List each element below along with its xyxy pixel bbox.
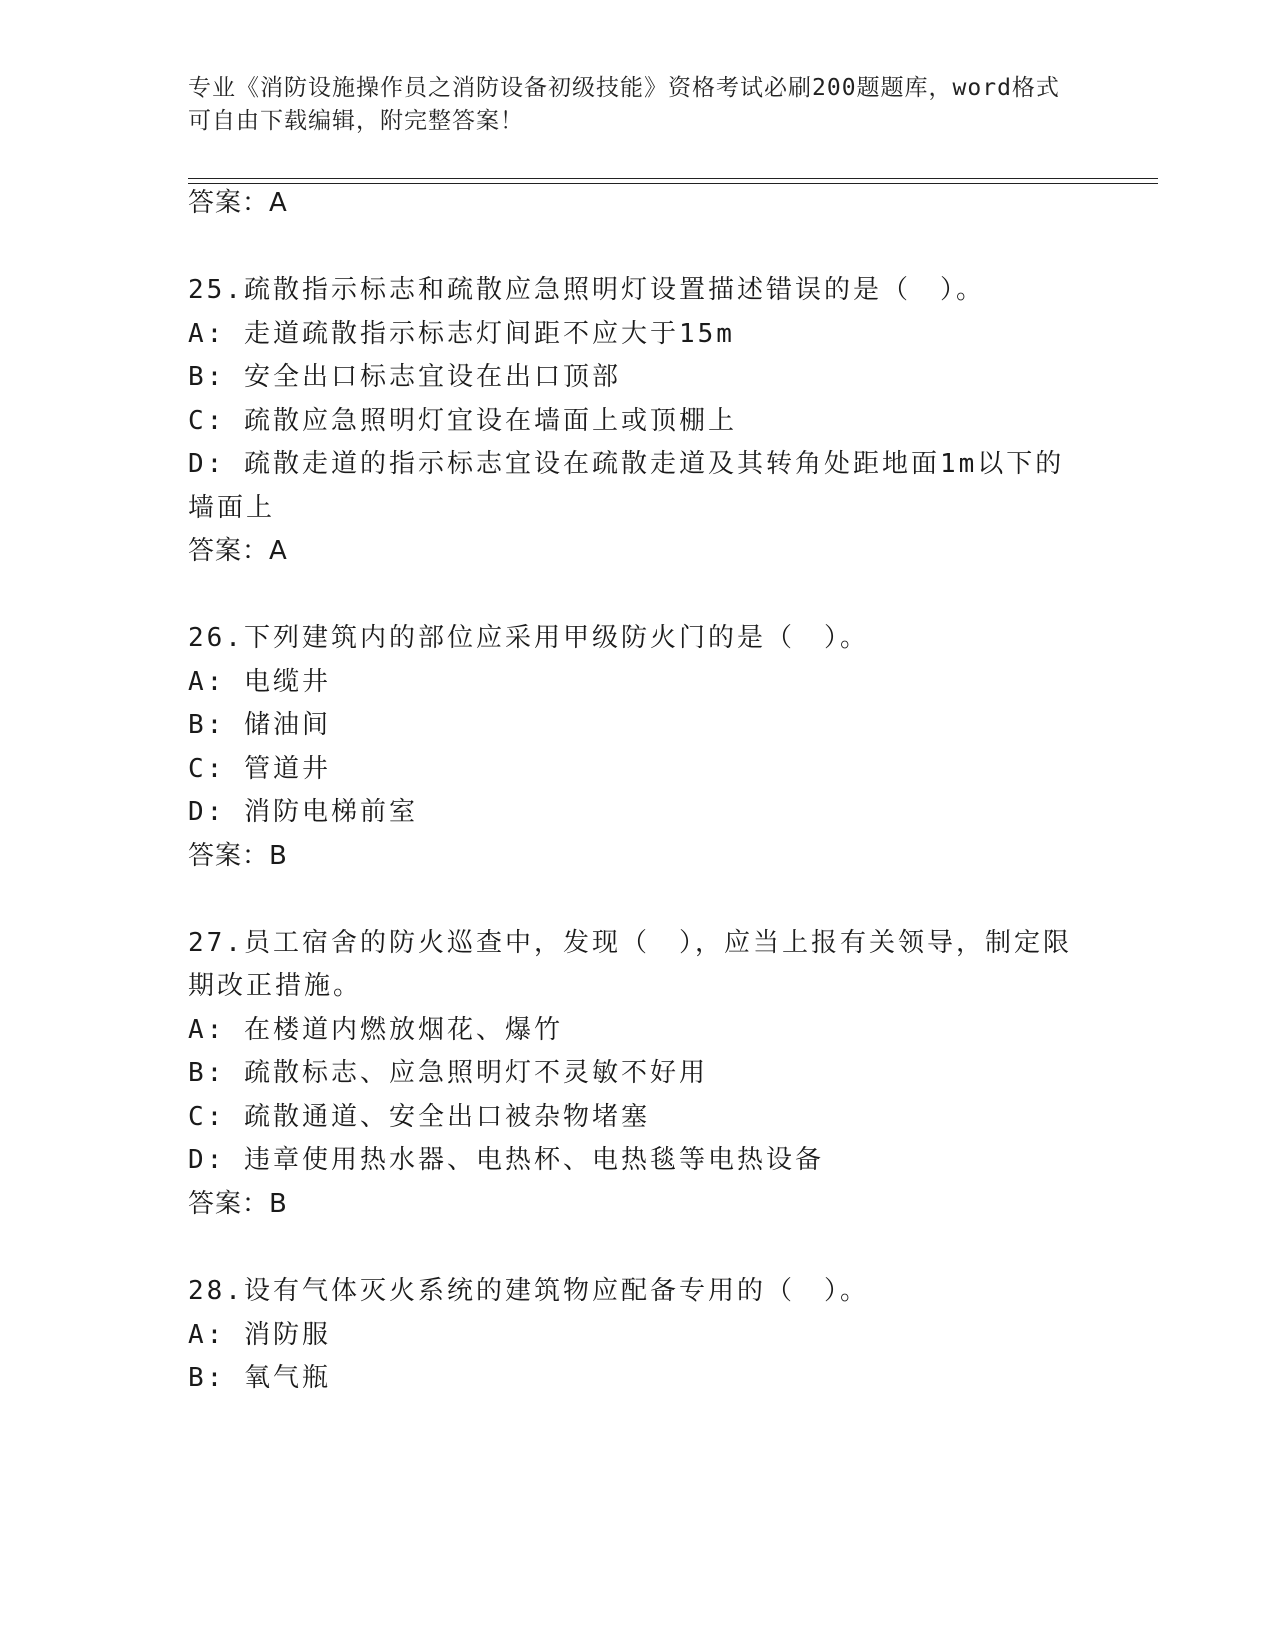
- question-26-option-b: B: 储油间: [188, 710, 331, 740]
- question-27-option-c: C: 疏散通道、安全出口被杂物堵塞: [188, 1102, 650, 1132]
- question-28-stem: 28.设有气体灭火系统的建筑物应配备专用的（ ）。: [188, 1276, 869, 1306]
- question-25-answer: 答案：A: [188, 536, 288, 566]
- question-26-option-a: A: 电缆井: [188, 667, 331, 697]
- question-28-option-b: B: 氧气瓶: [188, 1363, 331, 1393]
- question-27-option-a: A: 在楼道内燃放烟花、爆竹: [188, 1015, 563, 1045]
- question-25-option-c: C: 疏散应急照明灯宜设在墙面上或顶棚上: [188, 406, 737, 436]
- question-25-option-a: A: 走道疏散指示标志灯间距不应大于15m: [188, 319, 735, 349]
- question-26-answer: 答案：B: [188, 841, 288, 871]
- question-27-option-d: D: 违章使用热水器、电热杯、电热毯等电热设备: [188, 1145, 824, 1175]
- question-25-option-d-continued: 墙面上: [188, 493, 276, 523]
- question-27-stem-continued: 期改正措施。: [188, 971, 363, 1001]
- answer-prev: 答案：A: [188, 188, 288, 218]
- question-27-answer: 答案：B: [188, 1189, 288, 1219]
- question-26-option-d: D: 消防电梯前室: [188, 797, 418, 827]
- header-divider-bottom: [188, 183, 1158, 184]
- header-divider-top: [188, 178, 1158, 179]
- question-27-stem: 27.员工宿舍的防火巡查中，发现（ ），应当上报有关领导，制定限: [188, 928, 1072, 958]
- question-25-stem: 25.疏散指示标志和疏散应急照明灯设置描述错误的是（ ）。: [188, 275, 985, 305]
- question-25-option-b: B: 安全出口标志宜设在出口顶部: [188, 362, 621, 392]
- document-header: 专业《消防设施操作员之消防设备初级技能》资格考试必刷200题题库，word格式可自由下载编辑，附完整答案！: [188, 75, 1060, 134]
- question-25-option-d: D: 疏散走道的指示标志宜设在疏散走道及其转角处距地面1m以下的: [188, 449, 1065, 479]
- question-26-stem: 26.下列建筑内的部位应采用甲级防火门的是（ ）。: [188, 623, 869, 653]
- question-27-option-b: B: 疏散标志、应急照明灯不灵敏不好用: [188, 1058, 708, 1088]
- question-26-option-c: C: 管道井: [188, 754, 331, 784]
- question-28-option-a: A: 消防服: [188, 1320, 331, 1350]
